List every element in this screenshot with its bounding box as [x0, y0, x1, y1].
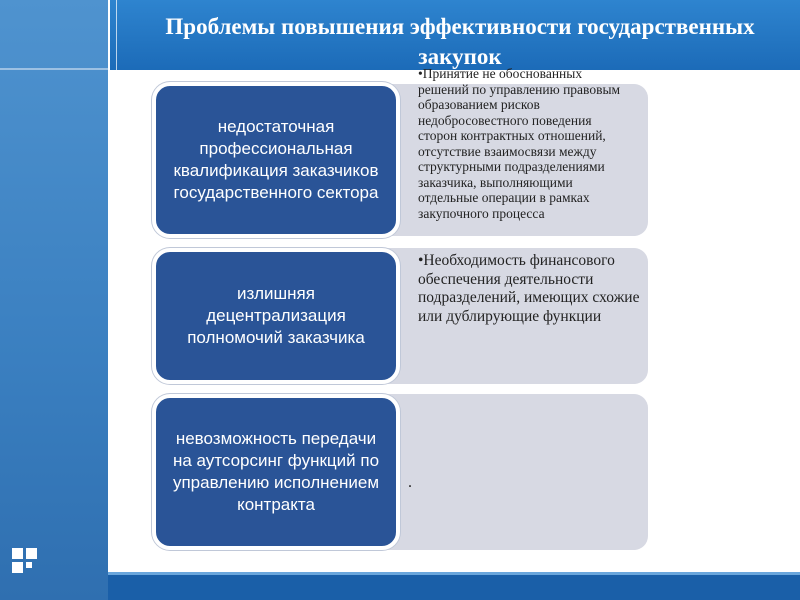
vertical-divider-line-thin [116, 0, 117, 600]
detail-panel-3 [372, 394, 648, 550]
detail-text-2: •Необходимость финансового обеспечения деятельности подразделений, имеющих схожие или дублирующие функции [418, 252, 640, 325]
band-stripe [0, 68, 108, 70]
problem-label-2: излишняя децентрализация полномочий заказчика [152, 248, 400, 384]
problem-label-1: недостаточная профессиональная квалификация заказчиков государственного сектора [152, 82, 400, 238]
slide-title: Проблемы повышения эффективности государственных закупок [165, 14, 755, 69]
detail-text-3: . [408, 474, 412, 491]
footer-bar [108, 572, 800, 600]
left-decorative-band [0, 0, 108, 600]
footer-bar-stripe [108, 572, 800, 575]
vertical-divider-line [108, 0, 110, 600]
detail-text-1: •Принятие не обоснованных решений по управлению правовым образованием рисков недобросовестного поведения сторон контрактных отношений, отсутствие взаимосвязи между структурными подразделениями заказчика, выполняющими отдельные операции в рамках закупочного процесса [418, 66, 621, 221]
problem-label-3: невозможность передачи на аутсорсинг функций по управлению исполнением контракта [152, 394, 400, 550]
squares-logo-icon [12, 548, 52, 588]
